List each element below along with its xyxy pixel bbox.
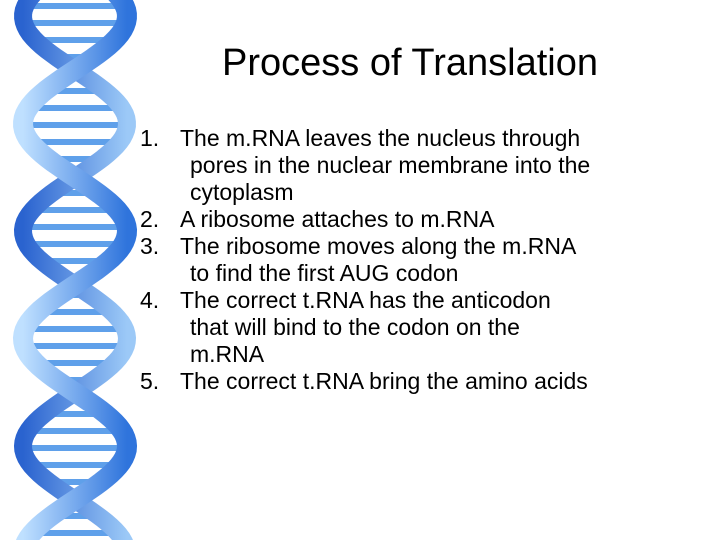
list-item-text bbox=[180, 368, 710, 395]
list-item-text bbox=[180, 206, 710, 233]
list-item-line: The correct t.RNA has the anticodon bbox=[180, 287, 551, 313]
list-item-text bbox=[180, 125, 710, 206]
list-item-line: The m.RNA leaves the nucleus through bbox=[180, 125, 581, 151]
list-item-number: 2. bbox=[140, 206, 160, 232]
list-item-line: to find the first AUG codon bbox=[190, 260, 459, 286]
list-item bbox=[140, 206, 710, 233]
list-item-number: 4. bbox=[140, 287, 160, 313]
list-item-line: cytoplasm bbox=[190, 179, 294, 205]
list-item-number: 5. bbox=[140, 368, 160, 394]
list-item-line: pores in the nuclear membrane into the bbox=[190, 152, 591, 178]
list-item-line: A ribosome attaches to m.RNA bbox=[180, 206, 495, 232]
list-item bbox=[140, 233, 710, 287]
list-item-number: 3. bbox=[140, 233, 160, 259]
list-item-line: that will bind to the codon on the bbox=[190, 314, 520, 340]
list-item bbox=[140, 125, 710, 206]
slide-title: Process of Translation bbox=[222, 42, 598, 84]
list-item-line: The ribosome moves along the m.RNA bbox=[180, 233, 577, 259]
list-item-number: 1. bbox=[140, 125, 160, 151]
list-item-text bbox=[180, 233, 710, 287]
list-item-line: m.RNA bbox=[190, 341, 265, 367]
list-item bbox=[140, 368, 710, 395]
list-item-text bbox=[180, 287, 710, 368]
list-item-line: The correct t.RNA bring the amino acids bbox=[180, 368, 588, 394]
translation-steps-list bbox=[140, 125, 710, 395]
list-item bbox=[140, 287, 710, 368]
